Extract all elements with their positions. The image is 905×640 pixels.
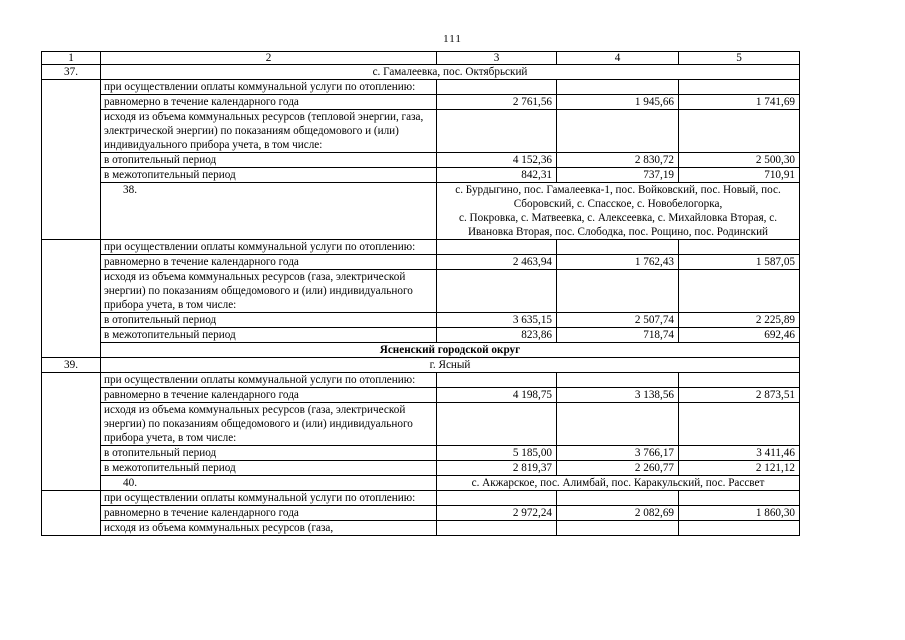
section-37-title-row [42,65,800,80]
interheating-label: в межотопительный период [101,168,437,183]
value-cell: 2 225,89 [679,313,800,328]
heating-row [42,446,800,461]
basis-row [42,521,800,536]
payment-row [42,240,800,255]
header-col-5: 5 [679,52,800,65]
payment-label: при осуществлении оплаты коммунальной услуги по отоплению: [101,80,437,95]
payment-label: при осуществлении оплаты коммунальной услуги по отоплению: [101,373,437,388]
value-cell: 3 635,15 [437,313,557,328]
section-40-title-row [42,476,800,491]
header-col-1: 1 [42,52,101,65]
header-col-4: 4 [557,52,679,65]
header-row [42,52,800,65]
basis-label: исходя из объема коммунальных ресурсов (газа, [101,521,437,536]
value-cell: 3 766,17 [557,446,679,461]
heating-label: в отопительный период [101,313,437,328]
evenly-row [42,255,800,270]
evenly-row [42,388,800,403]
value-cell: 737,19 [557,168,679,183]
basis-row [42,110,800,153]
evenly-label: равномерно в течение календарного года [101,506,437,521]
interheating-row [42,168,800,183]
interheating-row [42,328,800,343]
value-cell: 5 185,00 [437,446,557,461]
value-cell: 2 873,51 [679,388,800,403]
evenly-label: равномерно в течение календарного года [101,388,437,403]
basis-label: исходя из объема коммунальных ресурсов (тепловой энергии, газа, электрической энергии) по показаниям общедомового и (или) индивидуального прибора учета, в том числе: [101,110,437,153]
value-cell: 1 762,43 [557,255,679,270]
value-cell: 1 587,05 [679,255,800,270]
row-number-spacer [42,373,101,491]
payment-label: при осуществлении оплаты коммунальной услуги по отоплению: [101,240,437,255]
payment-row [42,373,800,388]
heating-row [42,313,800,328]
value-cell: 3 138,56 [557,388,679,403]
district-row [42,343,800,358]
location-title: г. Ясный [101,358,800,373]
payment-label: при осуществлении оплаты коммунальной услуги по отоплению: [101,491,437,506]
heating-label: в отопительный период [101,446,437,461]
heating-row [42,153,800,168]
section-38-title-row [42,183,800,240]
district-title: Ясненский городской округ [101,343,800,358]
value-cell: 1 741,69 [679,95,800,110]
location-line-2: с. Покровка, с. Матвеевка, с. Алексеевка, с. Михайловка Вторая, с. Ивановка Вторая, пос. Слободка, пос. Рощино, пос. Родинский [458,212,777,238]
evenly-label: равномерно в течение календарного года [101,255,437,270]
value-cell: 4 198,75 [437,388,557,403]
location-line-1: с. Бурдыгино, пос. Гамалеевка-1, пос. Войковский, пос. Новый, пос. Сборовский, с. Спасское, с. Новобелогорка, [455,184,781,210]
value-cell: 2 819,37 [437,461,557,476]
row-number-spacer [42,240,101,358]
value-cell: 842,31 [437,168,557,183]
row-number-spacer [42,80,101,240]
basis-label: исходя из объема коммунальных ресурсов (газа, электрической энергии) по показаниям общедомового и (или) индивидуального прибора учета, в том числе: [101,403,437,446]
header-col-2: 2 [101,52,437,65]
evenly-label: равномерно в течение календарного года [101,95,437,110]
interheating-label: в межотопительный период [101,461,437,476]
value-cell: 2 082,69 [557,506,679,521]
basis-label: исходя из объема коммунальных ресурсов (газа, электрической энергии) по показаниям общедомового и (или) индивидуального прибора учета, в том числе: [101,270,437,313]
value-cell: 710,91 [679,168,800,183]
heating-label: в отопительный период [101,153,437,168]
page-number: 111 [443,33,462,45]
basis-row [42,270,800,313]
value-cell: 2 507,74 [557,313,679,328]
row-number-spacer [42,491,101,536]
value-cell: 2 463,94 [437,255,557,270]
interheating-label: в межотопительный период [101,328,437,343]
value-cell: 2 830,72 [557,153,679,168]
value-cell: 2 500,30 [679,153,800,168]
evenly-row [42,95,800,110]
row-number: 40. [101,476,437,491]
location-title [437,183,800,240]
value-cell: 2 972,24 [437,506,557,521]
basis-row [42,403,800,446]
value-cell: 1 945,66 [557,95,679,110]
row-number: 38. [101,183,437,240]
row-number: 37. [42,65,101,80]
value-cell: 3 411,46 [679,446,800,461]
interheating-row [42,461,800,476]
value-cell: 2 121,12 [679,461,800,476]
evenly-row [42,506,800,521]
value-cell: 823,86 [437,328,557,343]
location-title: с. Акжарское, пос. Алимбай, пос. Каракульский, пос. Рассвет [437,476,800,491]
header-col-3: 3 [437,52,557,65]
value-cell: 718,74 [557,328,679,343]
row-number: 39. [42,358,101,373]
value-cell: 692,46 [679,328,800,343]
location-title: с. Гамалеевка, пос. Октябрьский [101,65,800,80]
tariff-table [41,51,800,536]
value-cell: 1 860,30 [679,506,800,521]
value-cell: 2 761,56 [437,95,557,110]
value-cell: 2 260,77 [557,461,679,476]
payment-row [42,80,800,95]
value-cell: 4 152,36 [437,153,557,168]
section-39-title-row [42,358,800,373]
payment-row [42,491,800,506]
